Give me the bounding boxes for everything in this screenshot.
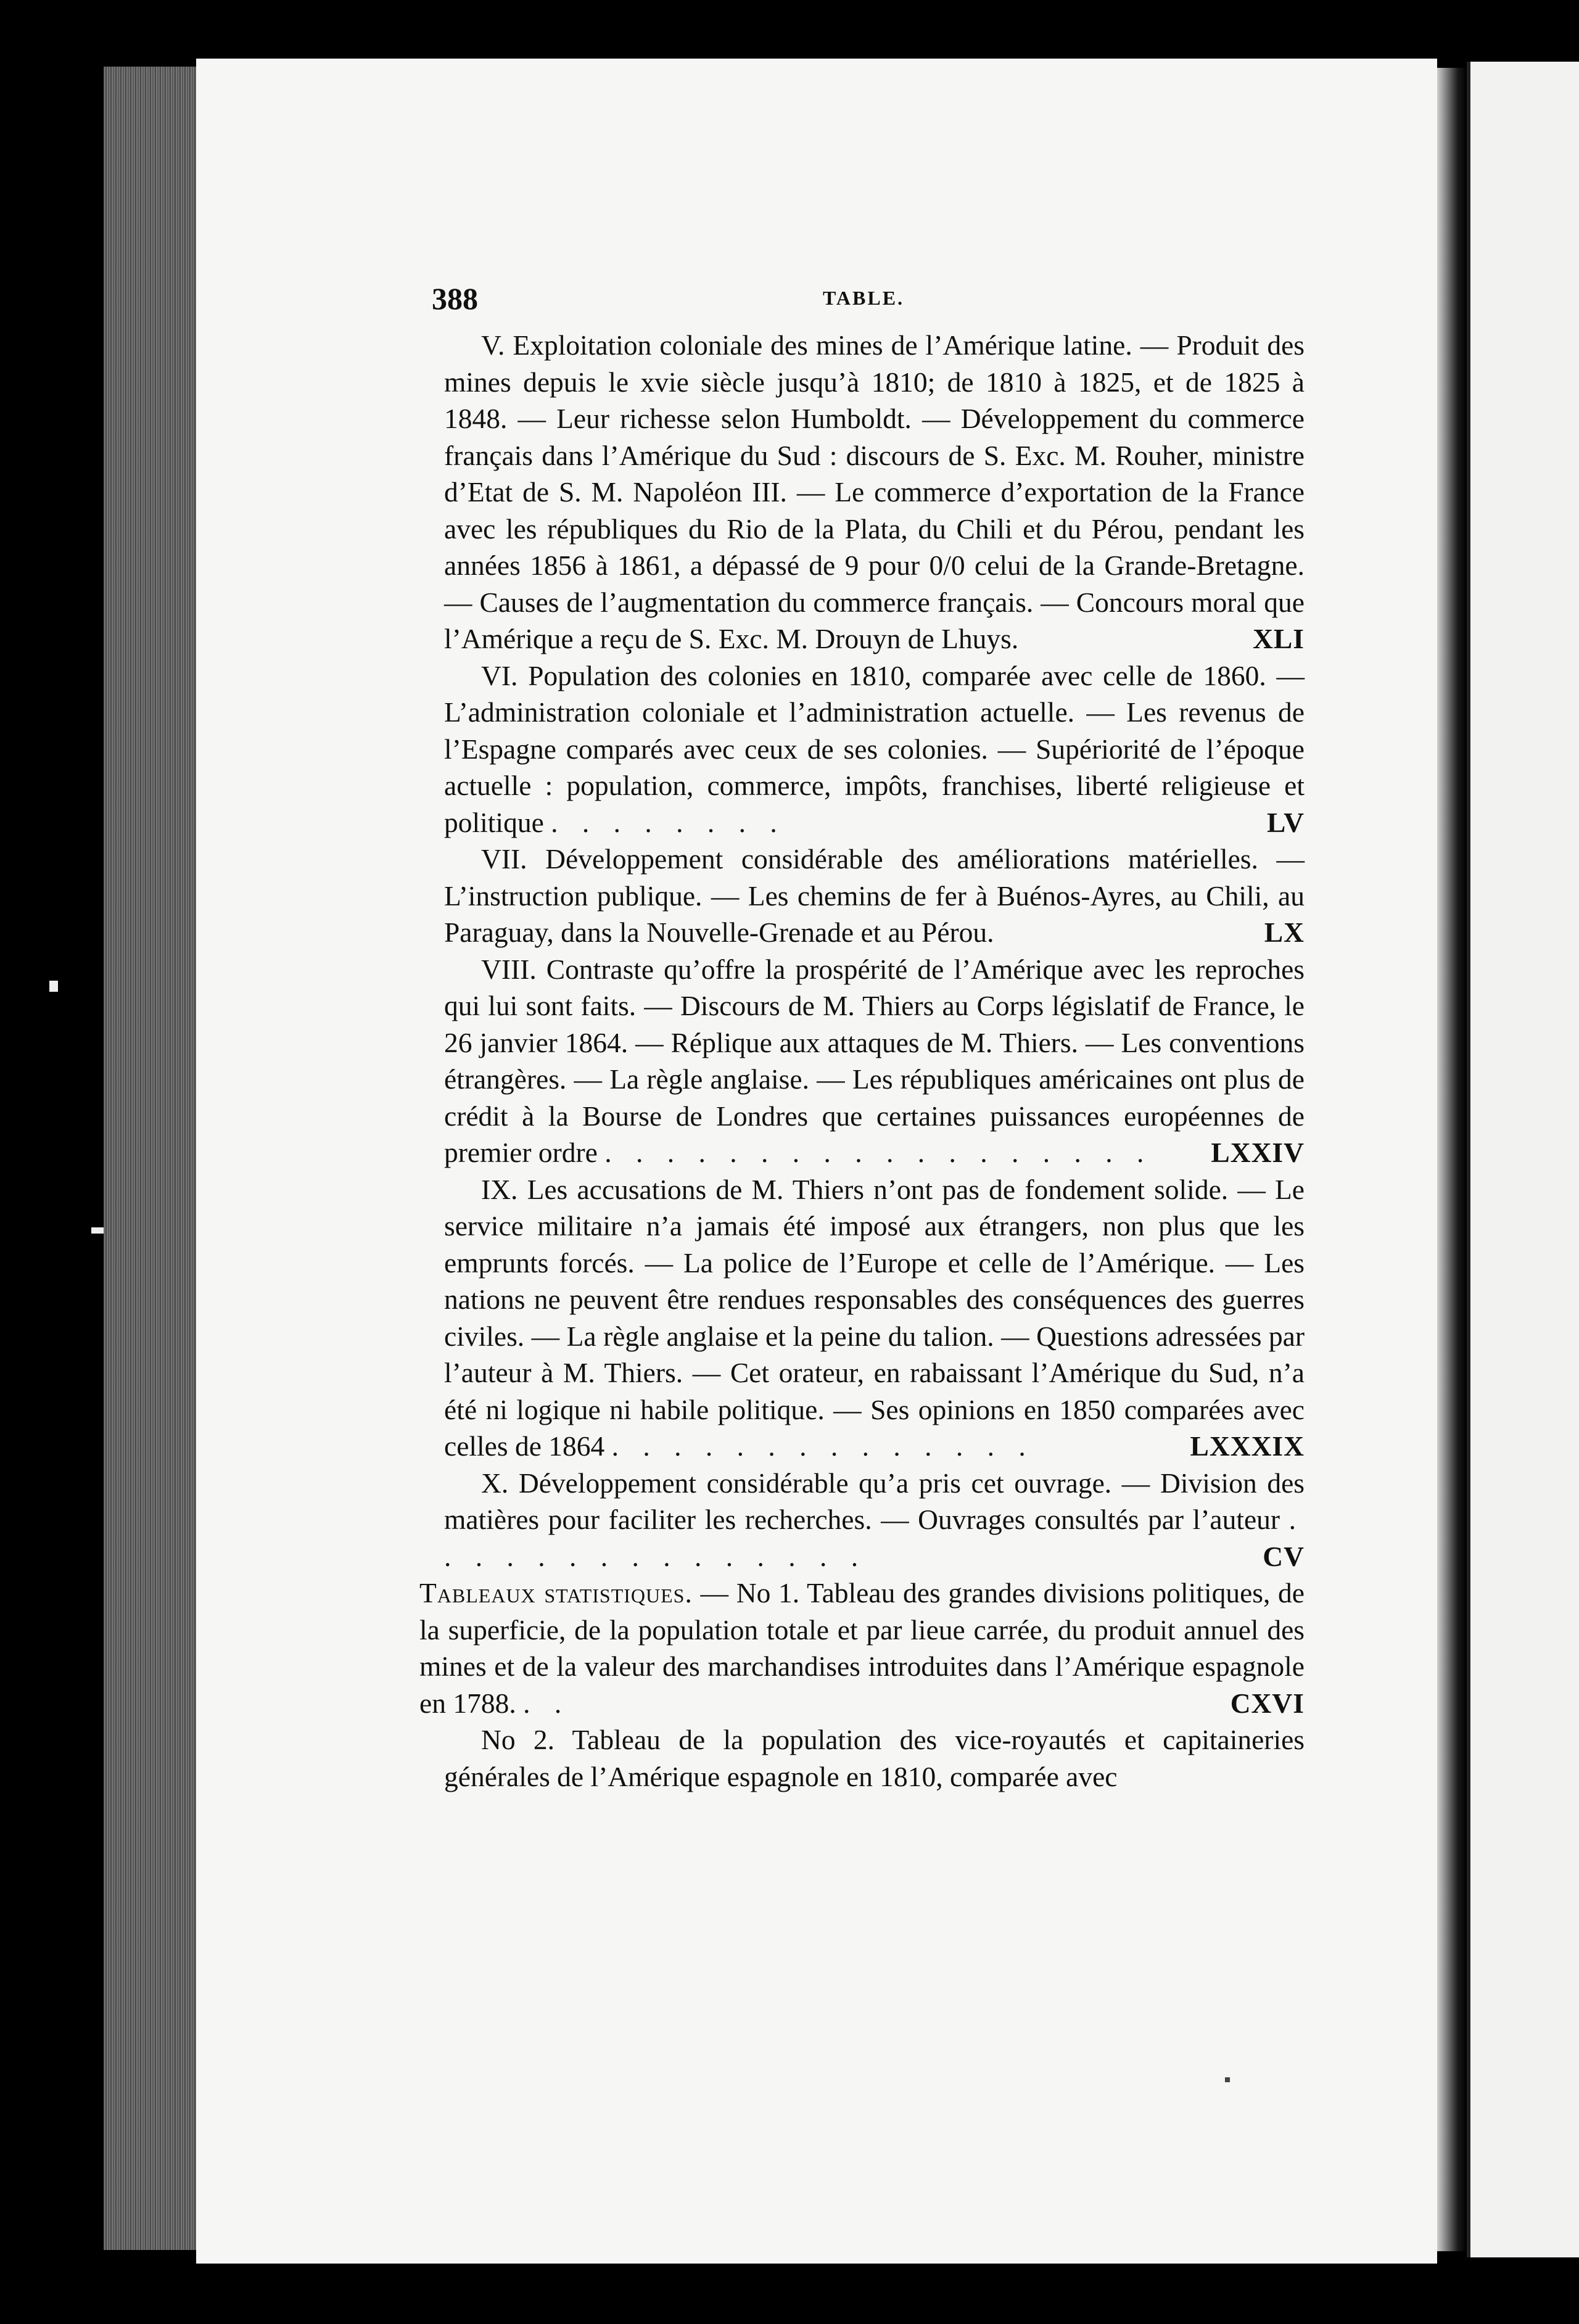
page-reference: LXXXIX	[1190, 1430, 1305, 1462]
dot-leader: . . . . . . . . . . . . . . . . . .	[604, 1137, 1153, 1168]
toc-entry-vi	[444, 657, 1305, 841]
page-reference: LXXIV	[1211, 1137, 1305, 1168]
scan-speck	[1225, 2077, 1230, 2082]
toc-entry-x	[444, 1465, 1305, 1575]
book-gutter	[1437, 68, 1467, 2251]
dot-leader: . .	[523, 1687, 571, 1719]
book-fore-edge	[104, 67, 196, 2250]
toc-entry-tableau-2	[444, 1721, 1305, 1795]
entry-text: VII. Développement considérable des améliorations matérielles. — L’instruction publique. — Les chemins de fer à Buénos-Ayres, au Chili, au Paraguay, dans la Nouvelle-Grenade et au Pérou.	[444, 843, 1305, 948]
entry-text: V. Exploitation coloniale des mines de l’Amérique latine. — Produit des mines depuis le xvie siècle jusqu’à 1810; de 1810 à 1825, et de 1825 à 1848. — Leur richesse selon Humboldt. — Développement du commerce français dans l’Amérique du Sud : discours de S. Exc. M. Rouher, ministre d’Etat de S. M. Napoléon III. — Le commerce d’exportation de la France avec les républiques du Rio de la Plata, du Chili et du Pérou, pendant les années 1856 à 1861, a dépassé de 9 pour 0/0 celui de la Grande-Bretagne. — Causes de l’augmentation du commerce français. — Concours moral que l’Amérique a reçu de S. Exc. M. Drouyn de Lhuys.	[444, 329, 1305, 654]
dot-leader: . . . . . . . . . . . . . . .	[444, 1504, 1305, 1572]
page-reference: CXVI	[1230, 1687, 1305, 1719]
scan-speck	[49, 981, 58, 992]
running-header	[432, 281, 1308, 324]
page-reference: XLI	[1253, 623, 1305, 654]
entry-text: IX. Les accusations de M. Thiers n’ont pas de fondement solide. — Le service militaire n’a jamais été imposé aux étrangers, non plus que les emprunts forcés. — La police de l’Europe et celle de l’Amérique. — Les nations ne peuvent être rendues responsables des conséquences des guerres civiles. — La règle anglaise et la peine du talion. — Questions adressées par l’auteur à M. Thiers. — Cet orateur, en rabaissant l’Amérique du Sud, n’a été ni logique ni habile politique. — Ses opinions en 1850 comparées avec celles de 1864	[444, 1173, 1305, 1462]
dot-leader: . . . . . . . . . . . . . .	[611, 1430, 1034, 1462]
scan-speck	[91, 1227, 104, 1234]
toc-entry-v	[444, 327, 1305, 657]
page-reference: CV	[1263, 1540, 1305, 1572]
toc-entry-ix	[444, 1171, 1305, 1465]
entry-text: VI. Population des colonies en 1810, comparée avec celle de 1860. — L’administration coloniale et l’administration actuelle. — Les revenus de l’Espagne comparés avec ceux de ses colonies. — Supériorité de l’époque actuelle : population, commerce, impôts, franchises, liberté religieuse et politique	[444, 659, 1305, 838]
toc-entry-vii	[444, 841, 1305, 951]
facing-page-edge	[1467, 62, 1579, 2257]
entry-text: VIII. Contraste qu’offre la prospérité de l’Amérique avec les reproches qui lui sont faits. — Discours de M. Thiers au Corps législatif de France, le 26 janvier 1864. — Réplique aux attaques de M. Thiers. — Les conventions étrangères. — La règle anglaise. — Les républiques américaines ont plus de crédit à la Bourse de Londres que certaines puissances européennes de premier ordre	[444, 953, 1305, 1168]
entry-text: X. Développement considérable qu’a pris cet ouvrage. — Division des matières pour faciliter les recherches. — Ouvrages consultés par l’auteur	[444, 1467, 1305, 1535]
page-reference: LX	[1264, 917, 1305, 948]
table-of-contents	[419, 327, 1305, 1795]
section-heading: Tableaux statistiques.	[419, 1577, 693, 1609]
page-reference: LV	[1266, 806, 1305, 838]
toc-entry-tableaux-statistiques	[419, 1575, 1305, 1721]
entry-text: — No 1. Tableau des grandes divisions politiques, de la superficie, de la population totale et par lieue carrée, du produit annuel des mines et de la valeur des marchandises introduites dans l’Amérique espagnole en 1788.	[419, 1577, 1305, 1719]
entry-text: No 2. Tableau de la population des vice-royautés et capitaineries générales de l’Amérique espagnole en 1810, comparée avec	[444, 1724, 1305, 1792]
page-number: 388	[432, 281, 478, 316]
dot-leader: . . . . . . . .	[551, 806, 786, 838]
running-title: TABLE.	[822, 287, 905, 309]
toc-entry-viii	[444, 951, 1305, 1171]
